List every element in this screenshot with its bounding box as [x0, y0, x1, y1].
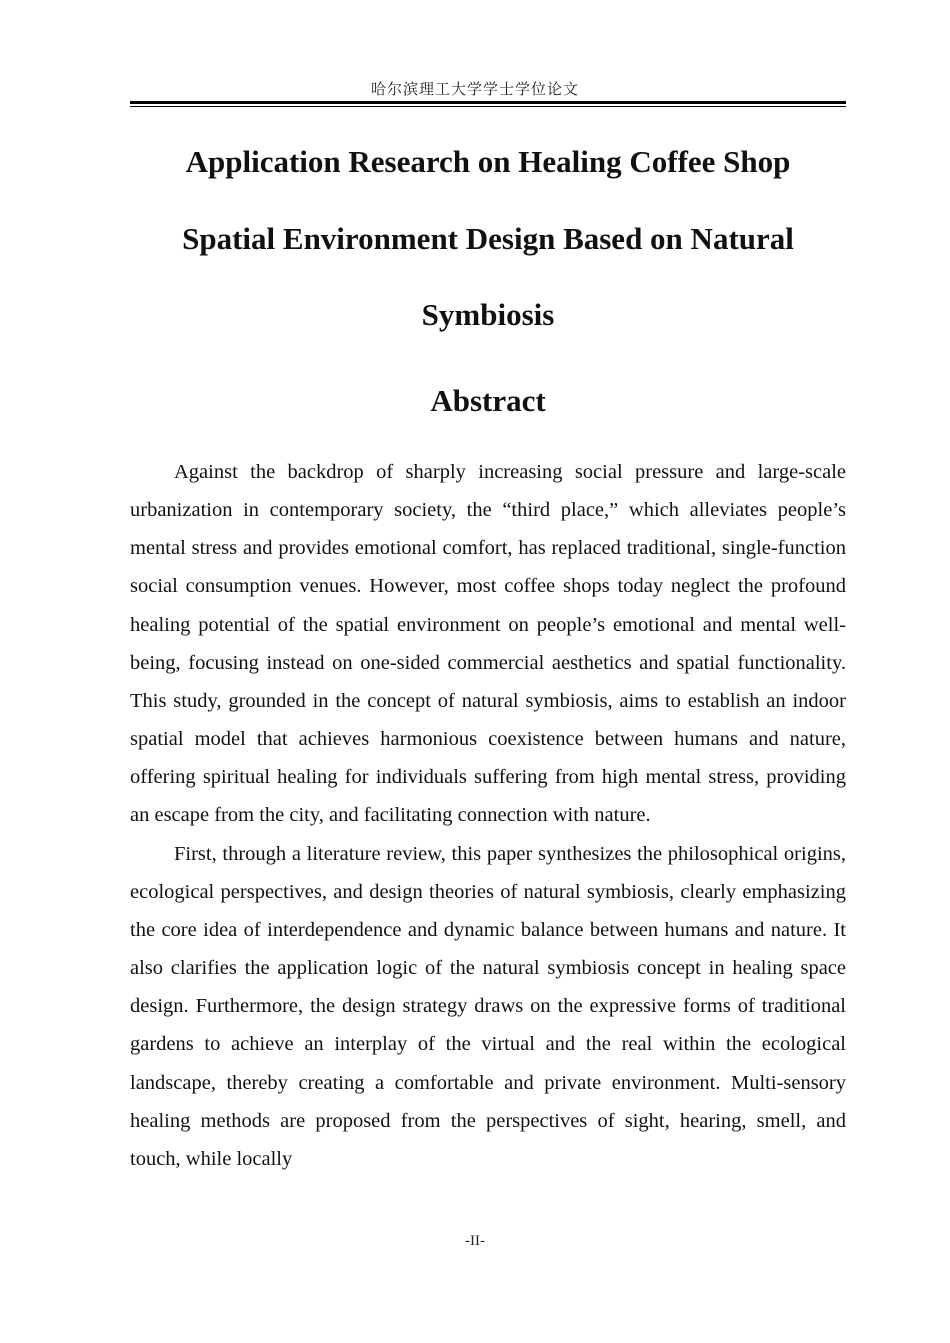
- running-header: 哈尔滨理工大学学士学位论文: [370, 80, 579, 98]
- header-rule-thick: [130, 101, 846, 104]
- title-line-3: Symbiosis: [421, 297, 555, 332]
- title-line-2: Spatial Environment Design Based on Natural: [182, 221, 794, 256]
- abstract-heading: Abstract: [430, 383, 546, 418]
- abstract-paragraph-1: Against the backdrop of sharply increasing social pressure and large-scale urbanization in contemporary society, the “third place,” which alleviates people’s mental stress and provides emotional comfort, has replaced traditional, single-function social consumption venues. However, most coffee shops today neglect the profound healing potential of the spatial environment on people’s emotional and mental well-being, focusing instead on one-sided commercial aesthetics and spatial functionality. This study, grounded in the concept of natural symbiosis, aims to establish an indoor spatial model that achieves harmonious coexistence between humans and nature, offering spiritual healing for individuals suffering from high mental stress, providing an escape from the city, and facilitating connection with nature.: [130, 461, 846, 827]
- abstract-body: [130, 453, 846, 1178]
- abstract-paragraph-2: First, through a literature review, this paper synthesizes the philosophical origins, ecological perspectives, and design theories of natural symbiosis, clearly emphasizing the core idea of interdependence and dynamic balance between humans and nature. It also clarifies the application logic of the natural symbiosis concept in healing space design. Furthermore, the design strategy draws on the expressive forms of traditional gardens to achieve an interplay of the virtual and the real within the ecological landscape, thereby creating a comfortable and private environment. Multi-sensory healing methods are proposed from the perspectives of sight, hearing, smell, and touch, while locally: [130, 842, 846, 1170]
- header-rule-thin: [130, 106, 846, 107]
- title-line-1: Application Research on Healing Coffee Shop: [185, 144, 791, 179]
- page-number: -II-: [465, 1233, 485, 1249]
